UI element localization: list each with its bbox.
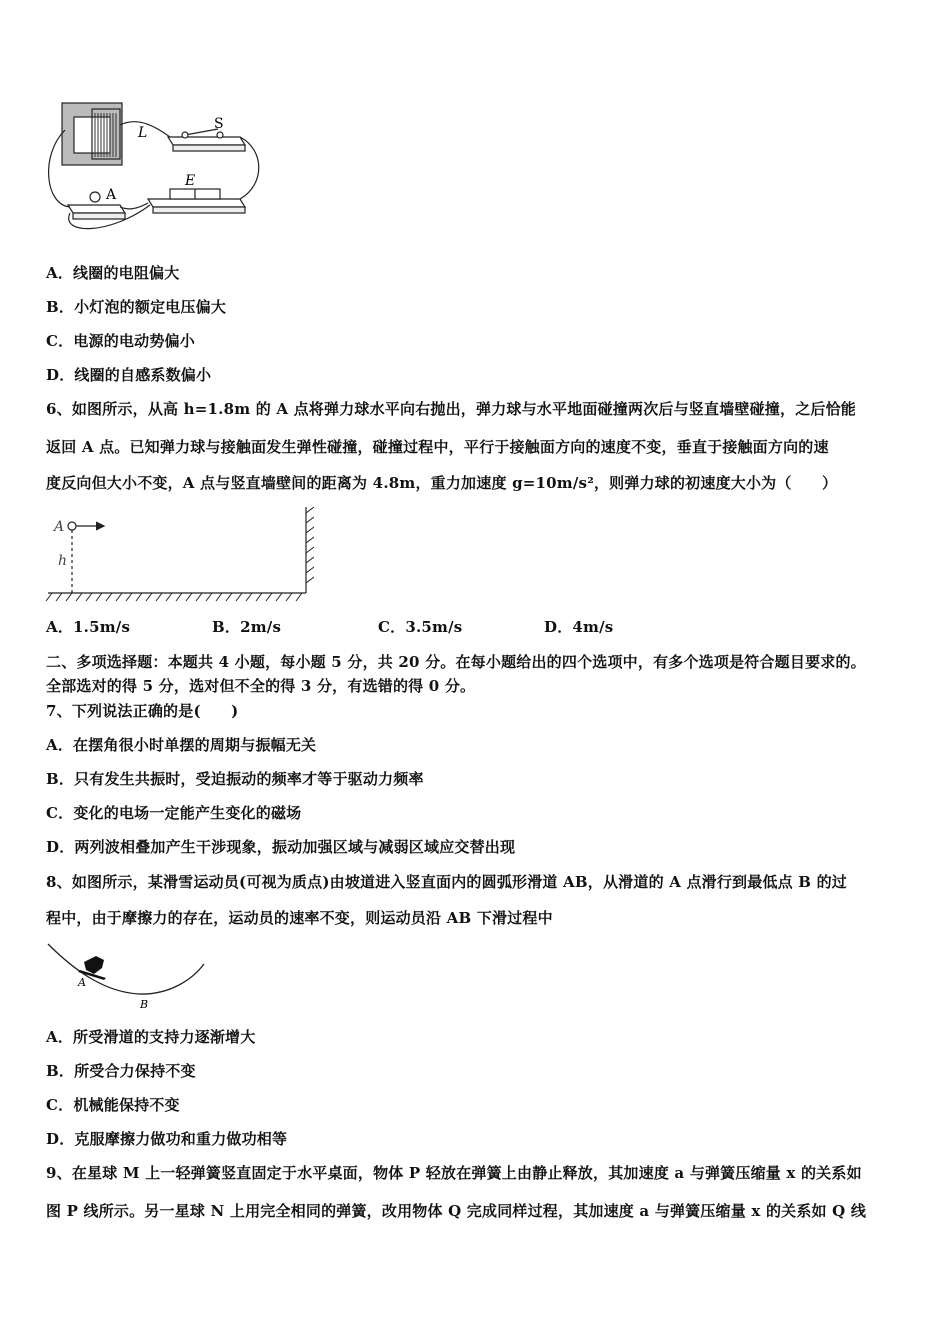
- q5-option-d: D．线圈的自感系数偏小: [46, 366, 212, 384]
- q7-option-a: A．在摆角很小时单摆的周期与振幅无关: [46, 736, 317, 754]
- q7-stem: 7、下列说法正确的是( ): [46, 702, 239, 720]
- q6-options: [46, 616, 613, 637]
- q6-stem-line1: 6、如图所示，从高 h=1.8m 的 A 点将弹力球水平向右抛出，弹力球与水平地面碰撞两次后与竖直墙壁碰撞，之后恰能: [46, 400, 857, 418]
- q9-stem-line2: 图 P 线所示。另一星球 N 上用完全相同的弹簧，改用物体 Q 完成同样过程，其加速度 a 与弹簧压缩量 x 的关系如 Q 线: [46, 1202, 867, 1220]
- q6-stem-line3: 度反向但大小不变，A 点与竖直墙壁间的距离为 4.8m，重力加速度 g=10m/s²，则弹力球的初速度大小为（ ）: [46, 474, 838, 492]
- q5-option-b: B．小灯泡的额定电压偏大: [46, 298, 227, 316]
- label-l: L: [138, 125, 148, 141]
- label-e: E: [185, 173, 196, 189]
- q8-option-d: D．克服摩擦力做功和重力做功相等: [46, 1130, 288, 1148]
- q8-stem-line2: 程中，由于摩擦力的存在，运动员的速率不变，则运动员沿 AB 下滑过程中: [46, 909, 553, 927]
- q8-option-c: C．机械能保持不变: [46, 1096, 180, 1114]
- section2-line2: 全部选对的得 5 分，选对但不全的得 3 分，有选错的得 0 分。: [46, 677, 476, 695]
- label-a: A: [106, 187, 117, 203]
- q5-option-c: C．电源的电动势偏小: [46, 332, 195, 350]
- q6-option-c: C．3.5m/s: [378, 618, 463, 636]
- q8-stem-line1: 8、如图所示，某滑雪运动员(可视为质点)由坡道进入竖直面内的圆弧形滑道 AB，从滑道的 A 点滑行到最低点 B 的过: [46, 873, 847, 891]
- label-b: B: [140, 998, 149, 1010]
- ski-arc-figure: [44, 940, 209, 1010]
- q6-option-d: D．4m/s: [544, 618, 614, 636]
- label-h: h: [58, 553, 68, 569]
- label-s: S: [214, 116, 224, 132]
- q7-option-b: B．只有发生共振时，受迫振动的频率才等于驱动力频率: [46, 770, 424, 788]
- q7-option-c: C．变化的电场一定能产生变化的磁场: [46, 804, 302, 822]
- q6-option-b: B．2m/s: [212, 618, 282, 636]
- section2-line1: 二、多项选择题：本题共 4 小题，每小题 5 分，共 20 分。在每小题给出的四个选项中，有多个选项是符合题目要求的。: [46, 653, 866, 671]
- circuit-figure: [40, 95, 270, 235]
- q8-option-a: A．所受滑道的支持力逐渐增大: [46, 1028, 256, 1046]
- ball-wall-figure: [44, 505, 314, 605]
- q7-option-d: D．两列波相叠加产生干涉现象，振动加强区域与减弱区域应交替出现: [46, 838, 516, 856]
- label-a: A: [54, 519, 65, 535]
- q5-option-a: A．线圈的电阻偏大: [46, 264, 180, 282]
- q9-stem-line1: 9、在星球 M 上一轻弹簧竖直固定于水平桌面，物体 P 轻放在弹簧上由静止释放，其加速度 a 与弹簧压缩量 x 的关系如: [46, 1164, 862, 1182]
- q8-option-b: B．所受合力保持不变: [46, 1062, 196, 1080]
- q6-stem-line2: 返回 A 点。已知弹力球与接触面发生弹性碰撞，碰撞过程中，平行于接触面方向的速度不变，垂直于接触面方向的速: [46, 438, 829, 456]
- label-a: A: [78, 976, 86, 989]
- q6-option-a: A．1.5m/s: [46, 618, 131, 636]
